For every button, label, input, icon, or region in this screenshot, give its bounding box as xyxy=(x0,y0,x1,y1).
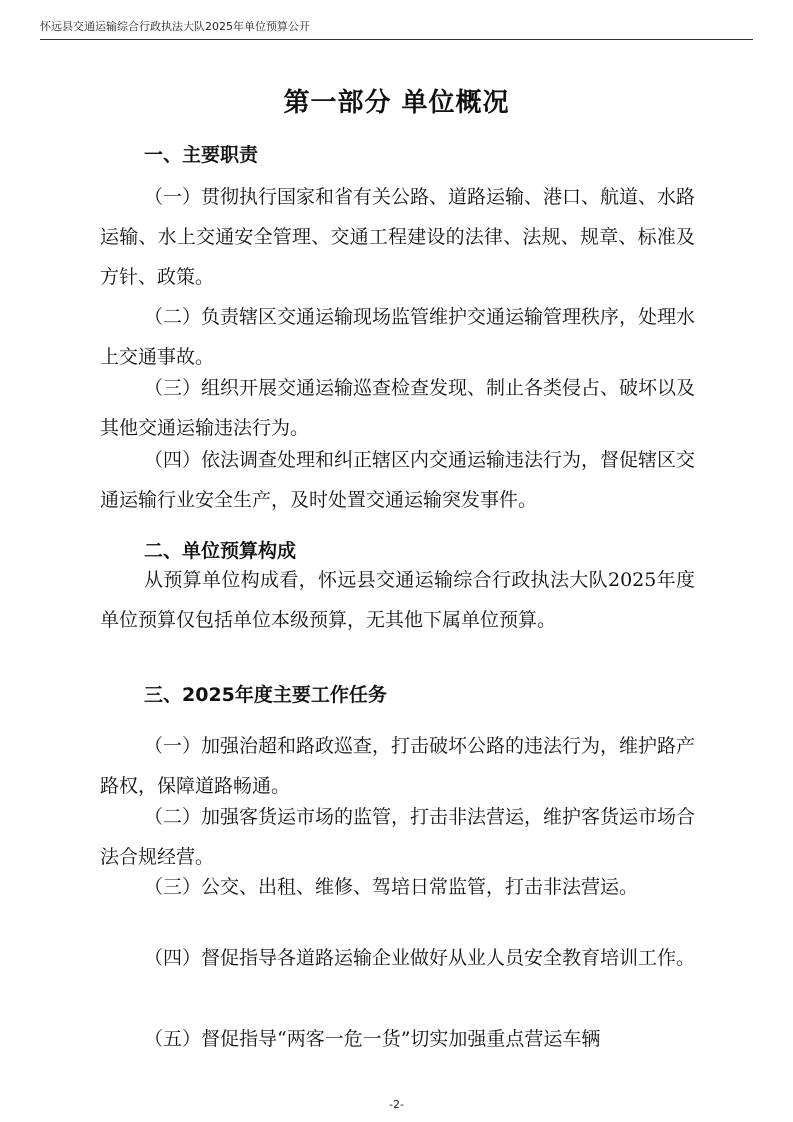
paragraph-duty-2: （二）负责辖区交通运输现场监管维护交通运输管理秩序，处理水上交通事故。 xyxy=(100,306,696,368)
paragraph-duty-4: （四）依法调查处理和纠正辖区内交通运输违法行为，督促辖区交通运输行业安全生产，及时处置交通运输突发事件。 xyxy=(100,449,696,511)
paragraph-task-3: （三）公交、出租、维修、驾培日常监管，打击非法营运。 xyxy=(144,876,639,898)
section-heading-composition: 二、单位预算构成 xyxy=(144,540,297,562)
paragraph-duty-3: （三）组织开展交通运输巡查检查发现、制止各类侵占、破坏以及其他交通运输违法行为。 xyxy=(100,377,696,439)
page-title: 第一部分 单位概况 xyxy=(283,88,510,118)
page-number: -2- xyxy=(389,1098,404,1111)
paragraph-composition: 从预算单位构成看，怀远县交通运输综合行政执法大队2025年度单位预算仅包括单位本级预算，无其他下属单位预算。 xyxy=(100,569,695,631)
paragraph-task-5: （五）督促指导“两客一危一货”切实加强重点营运车辆 xyxy=(144,1028,601,1050)
section-heading-duties: 一、主要职责 xyxy=(144,144,259,166)
paragraph-task-4: （四）督促指导各道路运输企业做好从业人员安全教育培训工作。 xyxy=(144,947,696,969)
paragraph-duty-1: （一）贯彻执行国家和省有关公路、道路运输、港口、航道、水路运输、水上交通安全管理、交通工程建设的法律、法规、规章、标准及方针、政策。 xyxy=(100,186,696,288)
header-divider xyxy=(40,39,753,40)
running-header: 怀远县交通运输综合行政执法大队2025年单位预算公开 xyxy=(40,20,310,33)
section-heading-tasks: 三、2025年度主要工作任务 xyxy=(144,684,387,706)
paragraph-task-2: （二）加强客货运市场的监管，打击非法营运，维护客货运市场合法合规经营。 xyxy=(100,806,696,868)
paragraph-task-1: （一）加强治超和路政巡查，打击破坏公路的违法行为，维护路产路权，保障道路畅通。 xyxy=(100,735,696,797)
